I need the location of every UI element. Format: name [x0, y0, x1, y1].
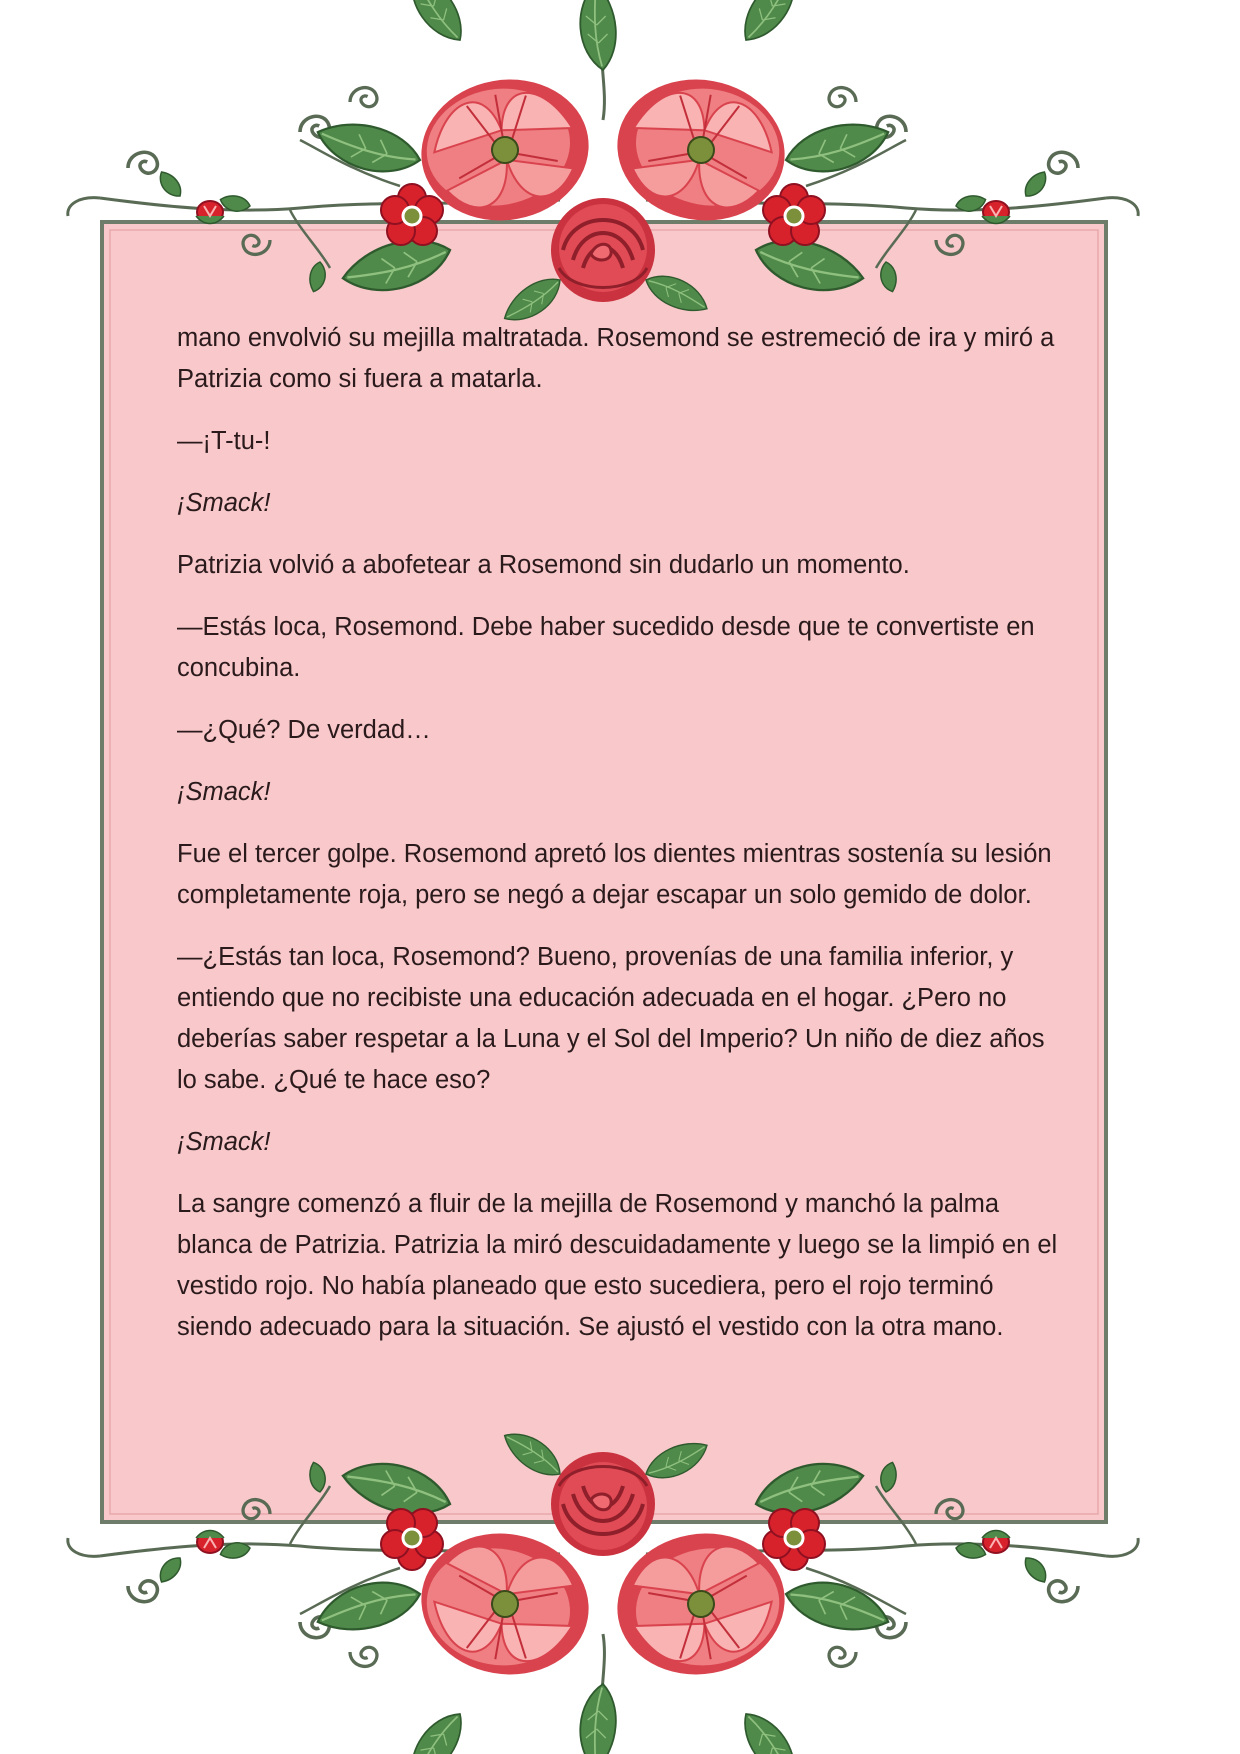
paragraph: Patrizia volvió a abofetear a Rosemond sin dudarlo un momento.: [177, 551, 910, 579]
paragraph-sound-effect: ¡Smack!: [177, 778, 271, 806]
paragraph: Fue el tercer golpe. Rosemond apretó los dientes mientras sostenía su lesión completamente roja, pero se negó a dejar escapar un solo gemido de dolor.: [177, 840, 1052, 909]
paragraph: —¡T-tu-!: [177, 427, 271, 455]
paragraph-sound-effect: ¡Smack!: [177, 489, 271, 517]
paragraph: —¿Qué? De verdad…: [177, 716, 431, 744]
story-text: [177, 318, 1067, 1369]
paragraph: —¿Estás tan loca, Rosemond? Bueno, provenías de una familia inferior, y entiendo que no recibiste una educación adecuada en el hogar. ¿Pero no deberías saber respetar a la Luna y el Sol del Imperio? Un niño de diez años lo sabe. ¿Qué te hace eso?: [177, 943, 1045, 1094]
paragraph-sound-effect: ¡Smack!: [177, 1128, 271, 1156]
paragraph: La sangre comenzó a fluir de la mejilla de Rosemond y manchó la palma blanca de Patrizia. Patrizia la miró descuidadamente y luego se la limpió en el vestido rojo. No había planeado que esto sucediera, pero el rojo terminó siendo adecuado para la situación. Se ajustó el vestido con la otra mano.: [177, 1190, 1058, 1341]
paragraph: mano envolvió su mejilla maltratada. Rosemond se estremeció de ira y miró a Patrizia como si fuera a matarla.: [177, 324, 1055, 393]
paragraph: —Estás loca, Rosemond. Debe haber sucedido desde que te convertiste en concubina.: [177, 613, 1035, 682]
